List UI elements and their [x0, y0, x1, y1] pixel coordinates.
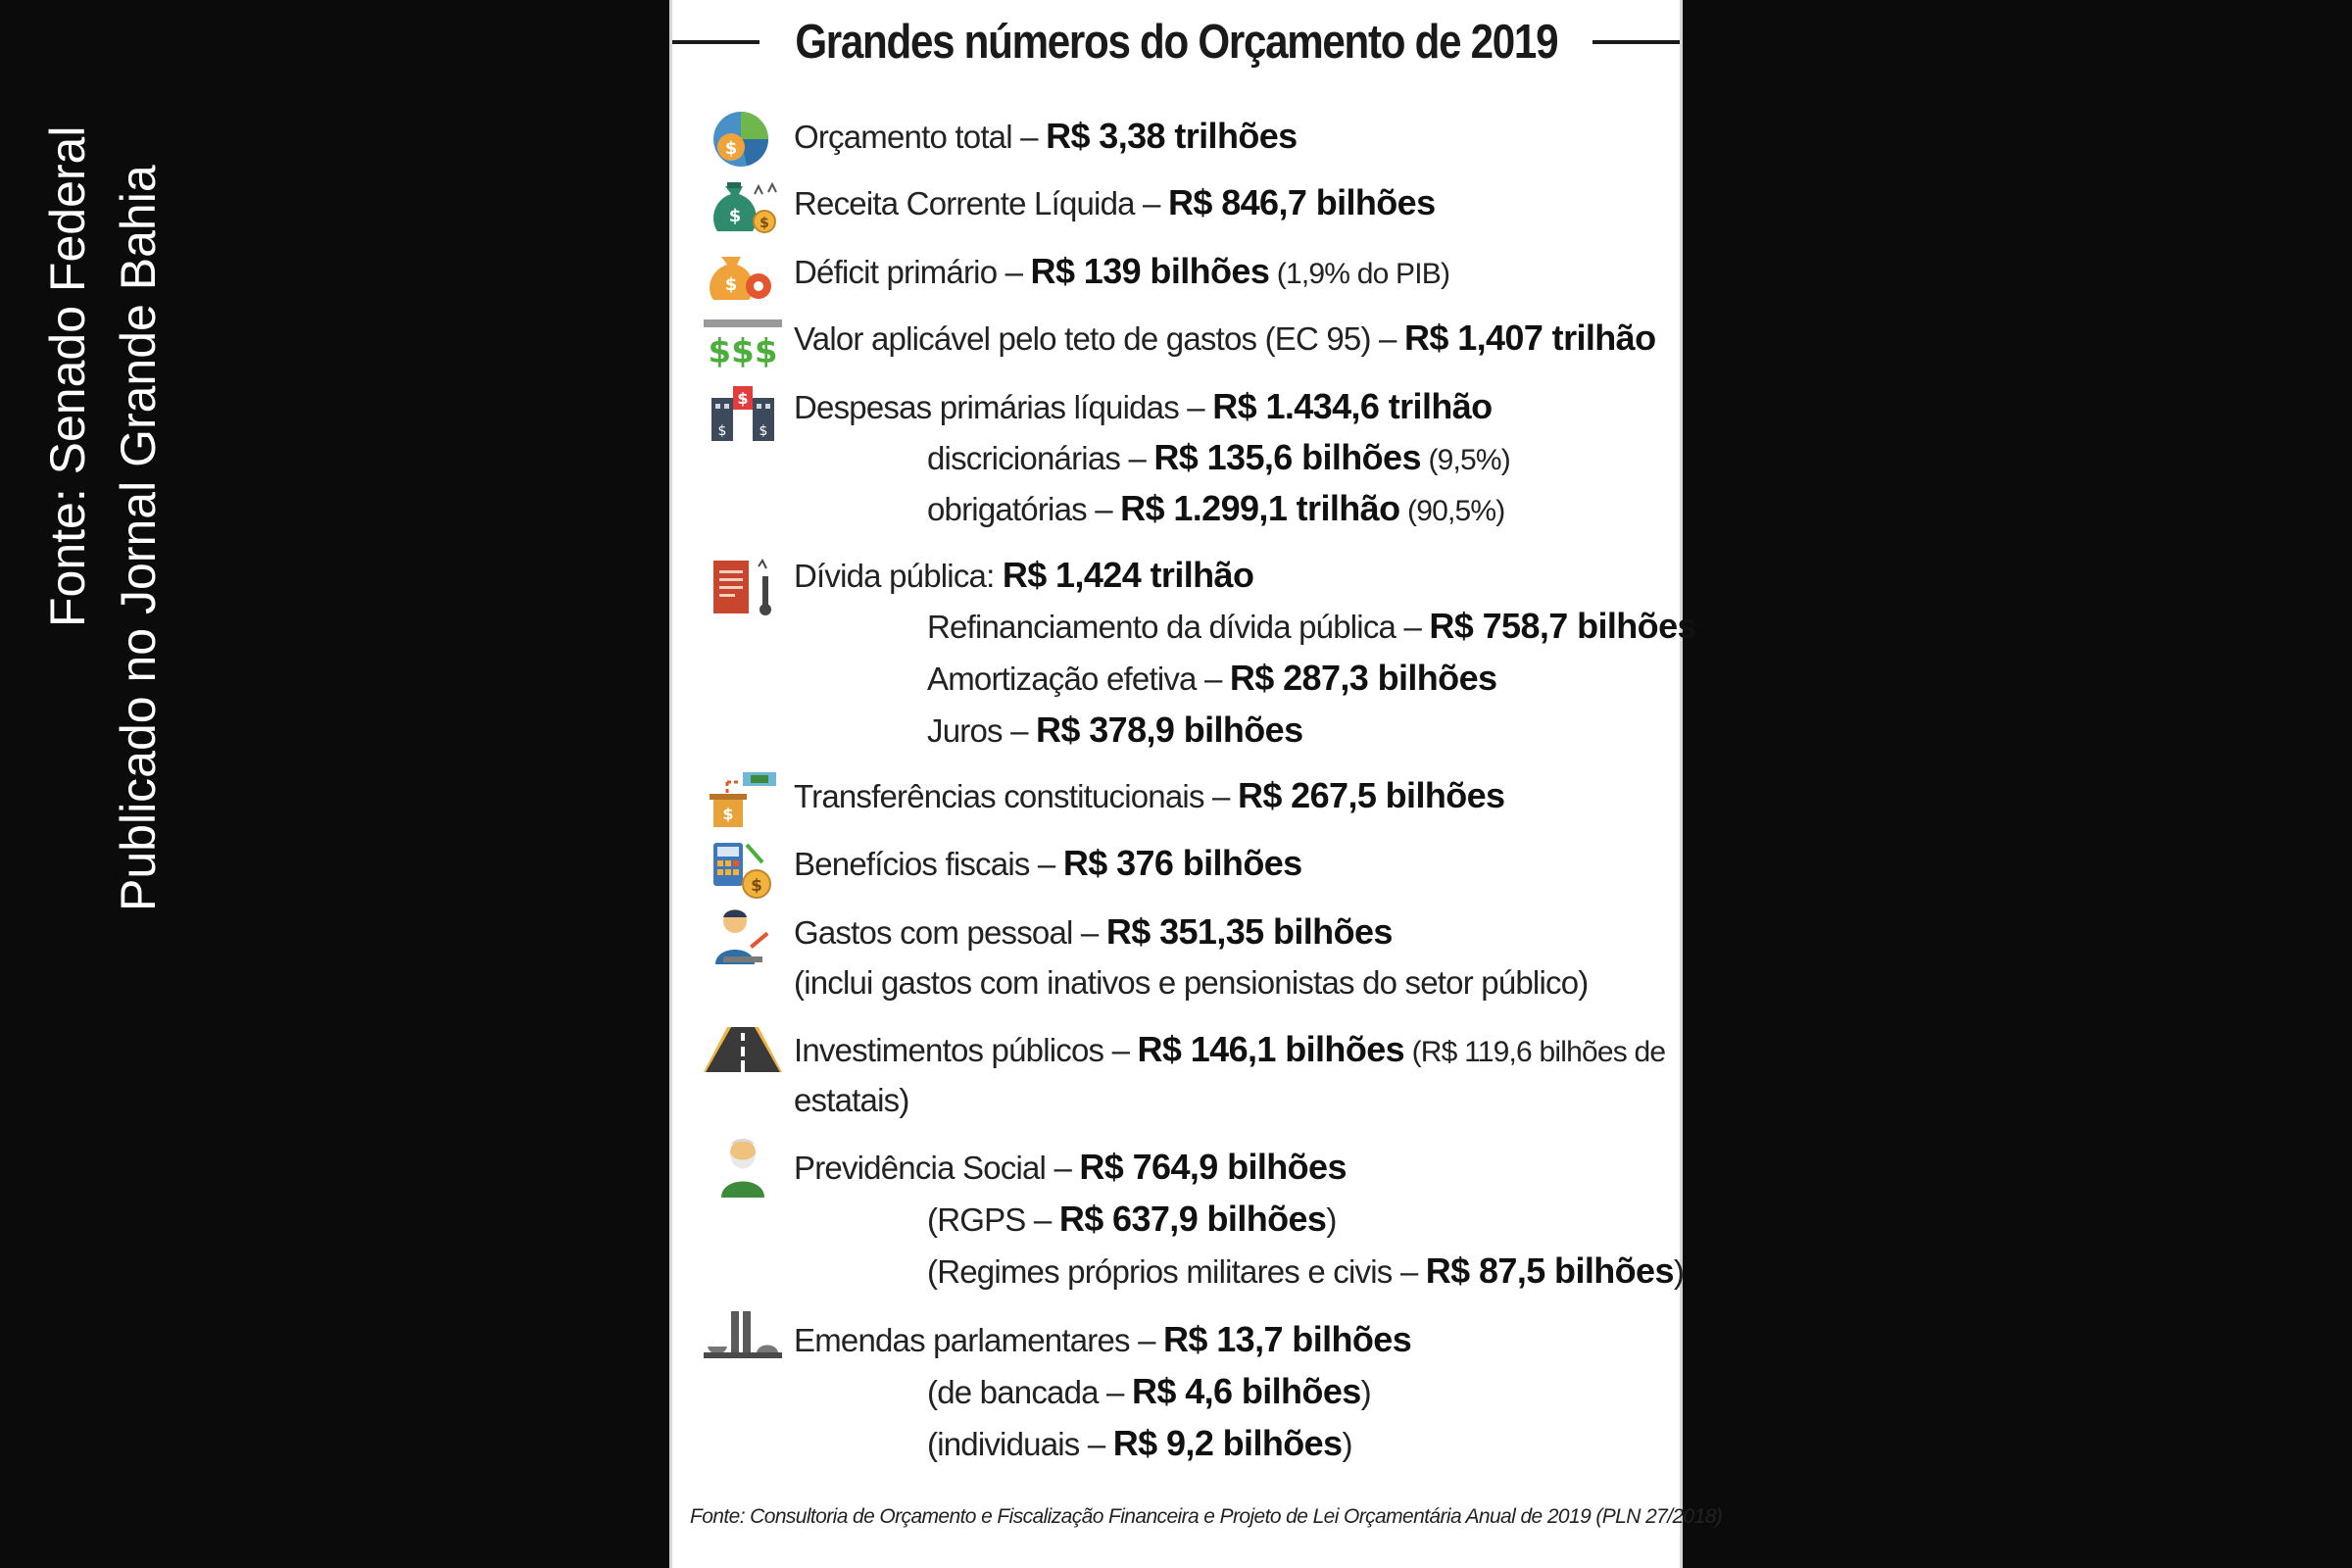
- item-despesas-obrigatorias: [927, 488, 1504, 529]
- side-credit-publisher: Publicado no Jornal Grande Bahia: [111, 165, 166, 911]
- transfer-building-icon: [704, 770, 782, 833]
- item-despesas-primarias: [794, 386, 1493, 427]
- source-note: Fonte: Consultoria de Orçamento e Fiscalização Financeira e Projeto de Lei Orçamentária Anual de 2019 (PLN 27/2018): [690, 1505, 1723, 1528]
- side-credit-source: Fonte: Senado Federal: [40, 125, 95, 627]
- item-value: R$ 846,7 bilhões: [1167, 182, 1436, 222]
- item-value: R$ 376 bilhões: [1062, 843, 1302, 883]
- side-credit: [39, 0, 186, 1568]
- item-label: Déficit primário –: [794, 254, 1031, 290]
- item-value: R$ 378,9 bilhões: [1036, 710, 1303, 750]
- item-label: (de bancada –: [927, 1374, 1132, 1410]
- item-value: R$ 13,7 bilhões: [1163, 1319, 1412, 1359]
- item-value: R$ 267,5 bilhões: [1237, 775, 1505, 815]
- item-close: ): [1360, 1374, 1371, 1410]
- item-receita-corrente: [794, 182, 1436, 223]
- item-label: Gastos com pessoal –: [794, 914, 1106, 951]
- dollar-signs-icon: [704, 312, 782, 374]
- item-label: Previdência Social –: [794, 1150, 1080, 1186]
- item-gastos-pessoal-note: (inclui gastos com inativos e pensionistas do setor público): [794, 964, 1589, 1001]
- svg-text:$$$: $$$: [708, 332, 778, 371]
- item-value: R$ 1,424 trilhão: [1002, 555, 1254, 595]
- item-value: R$ 87,5 bilhões: [1425, 1250, 1674, 1291]
- item-label: obrigatórias –: [927, 491, 1121, 527]
- item-value: R$ 637,9 bilhões: [1058, 1199, 1327, 1239]
- item-divida-refinanciamento: [927, 606, 1696, 647]
- svg-text:$: $: [717, 423, 727, 439]
- item-previdencia-regimes: [927, 1250, 1684, 1292]
- item-gastos-pessoal: [794, 911, 1393, 953]
- elderly-man-icon: [704, 1135, 782, 1198]
- item-label: discricionárias –: [927, 440, 1154, 476]
- title-rule-left: [672, 40, 760, 44]
- item-close: ): [1673, 1253, 1685, 1290]
- item-label: Despesas primárias líquidas –: [794, 389, 1213, 425]
- item-label: Valor aplicável pelo teto de gastos (EC 95) –: [794, 320, 1404, 357]
- item-value: R$ 146,1 bilhões: [1137, 1029, 1405, 1069]
- title-row: [672, 12, 1680, 73]
- svg-text:$: $: [722, 805, 734, 823]
- item-label: Receita Corrente Líquida –: [794, 185, 1168, 221]
- item-label: Emendas parlamentares –: [794, 1322, 1164, 1358]
- item-emendas-bancada: [927, 1371, 1371, 1412]
- item-label: Transferências constitucionais –: [794, 778, 1238, 814]
- item-label: Juros –: [927, 712, 1036, 749]
- item-emendas-individuais: [927, 1423, 1352, 1464]
- item-divida-amortizacao: [927, 658, 1496, 699]
- item-note: (R$ 119,6 bilhões de: [1404, 1036, 1666, 1068]
- item-previdencia: [794, 1147, 1347, 1188]
- svg-text:$: $: [724, 138, 738, 159]
- congress-building-icon: [704, 1307, 782, 1370]
- svg-text:$: $: [724, 274, 738, 295]
- item-close: ): [1326, 1201, 1337, 1238]
- item-label: (Regimes próprios militares e civis –: [927, 1253, 1426, 1290]
- item-beneficios-fiscais: [794, 843, 1302, 884]
- item-value: R$ 1,407 trilhão: [1403, 318, 1656, 358]
- item-divida-juros: [927, 710, 1303, 751]
- item-value: R$ 4,6 bilhões: [1131, 1371, 1361, 1411]
- money-bag-coins-icon: [704, 174, 782, 237]
- item-emendas: [794, 1319, 1411, 1360]
- item-investimentos: [794, 1029, 1665, 1070]
- item-value: R$ 287,3 bilhões: [1229, 658, 1497, 698]
- item-label: (individuais –: [927, 1426, 1113, 1462]
- page-title: Grandes números do Orçamento de 2019: [795, 16, 1557, 69]
- item-despesas-discricionarias: [927, 437, 1510, 478]
- calculator-coin-icon: [704, 839, 782, 902]
- item-deficit-primario: [794, 251, 1449, 292]
- infographic-card: [669, 0, 1723, 1568]
- item-orcamento-total: [794, 116, 1298, 157]
- item-previdencia-rgps: [927, 1199, 1337, 1240]
- item-label: Refinanciamento da dívida pública –: [927, 609, 1430, 645]
- item-label: Orçamento total –: [794, 119, 1047, 155]
- item-label: Benefícios fiscais –: [794, 846, 1063, 882]
- item-label: (RGPS –: [927, 1201, 1059, 1238]
- item-value: R$ 135,6 bilhões: [1153, 437, 1421, 477]
- item-value: R$ 758,7 bilhões: [1429, 606, 1696, 646]
- title-rule-right: [1592, 40, 1680, 44]
- money-bag-gear-icon: [704, 243, 782, 306]
- item-value: R$ 764,9 bilhões: [1079, 1147, 1347, 1187]
- document-thermometer-icon: [704, 557, 782, 619]
- item-value: R$ 351,35 bilhões: [1105, 911, 1393, 952]
- item-note: (90,5%): [1399, 495, 1505, 527]
- item-close: ): [1342, 1426, 1352, 1462]
- item-note: (9,5%): [1420, 444, 1511, 476]
- item-value: R$ 1.434,6 trilhão: [1212, 386, 1493, 426]
- buildings-dollar-icon: [704, 382, 782, 445]
- svg-text:$: $: [760, 216, 769, 231]
- svg-text:$: $: [728, 206, 742, 226]
- item-value: R$ 1.299,1 trilhão: [1120, 488, 1400, 528]
- item-value: R$ 3,38 trilhões: [1046, 116, 1298, 156]
- road-icon: [704, 1021, 782, 1084]
- item-label: Amortização efetiva –: [927, 661, 1230, 697]
- item-value: R$ 9,2 bilhões: [1112, 1423, 1343, 1463]
- item-investimentos-note2: estatais): [794, 1082, 909, 1118]
- svg-text:$: $: [751, 876, 762, 896]
- item-teto-gastos: [794, 318, 1655, 359]
- item-value: R$ 139 bilhões: [1030, 251, 1270, 291]
- item-divida-publica: [794, 555, 1253, 596]
- svg-text:$: $: [759, 423, 768, 439]
- item-label: Dívida pública:: [794, 558, 1003, 594]
- item-label: Investimentos públicos –: [794, 1032, 1138, 1068]
- worker-person-icon: [704, 906, 782, 968]
- pie-chart-money-icon: [704, 108, 782, 171]
- svg-text:$: $: [737, 389, 749, 408]
- item-transferencias: [794, 775, 1504, 816]
- item-note: (1,9% do PIB): [1269, 258, 1450, 290]
